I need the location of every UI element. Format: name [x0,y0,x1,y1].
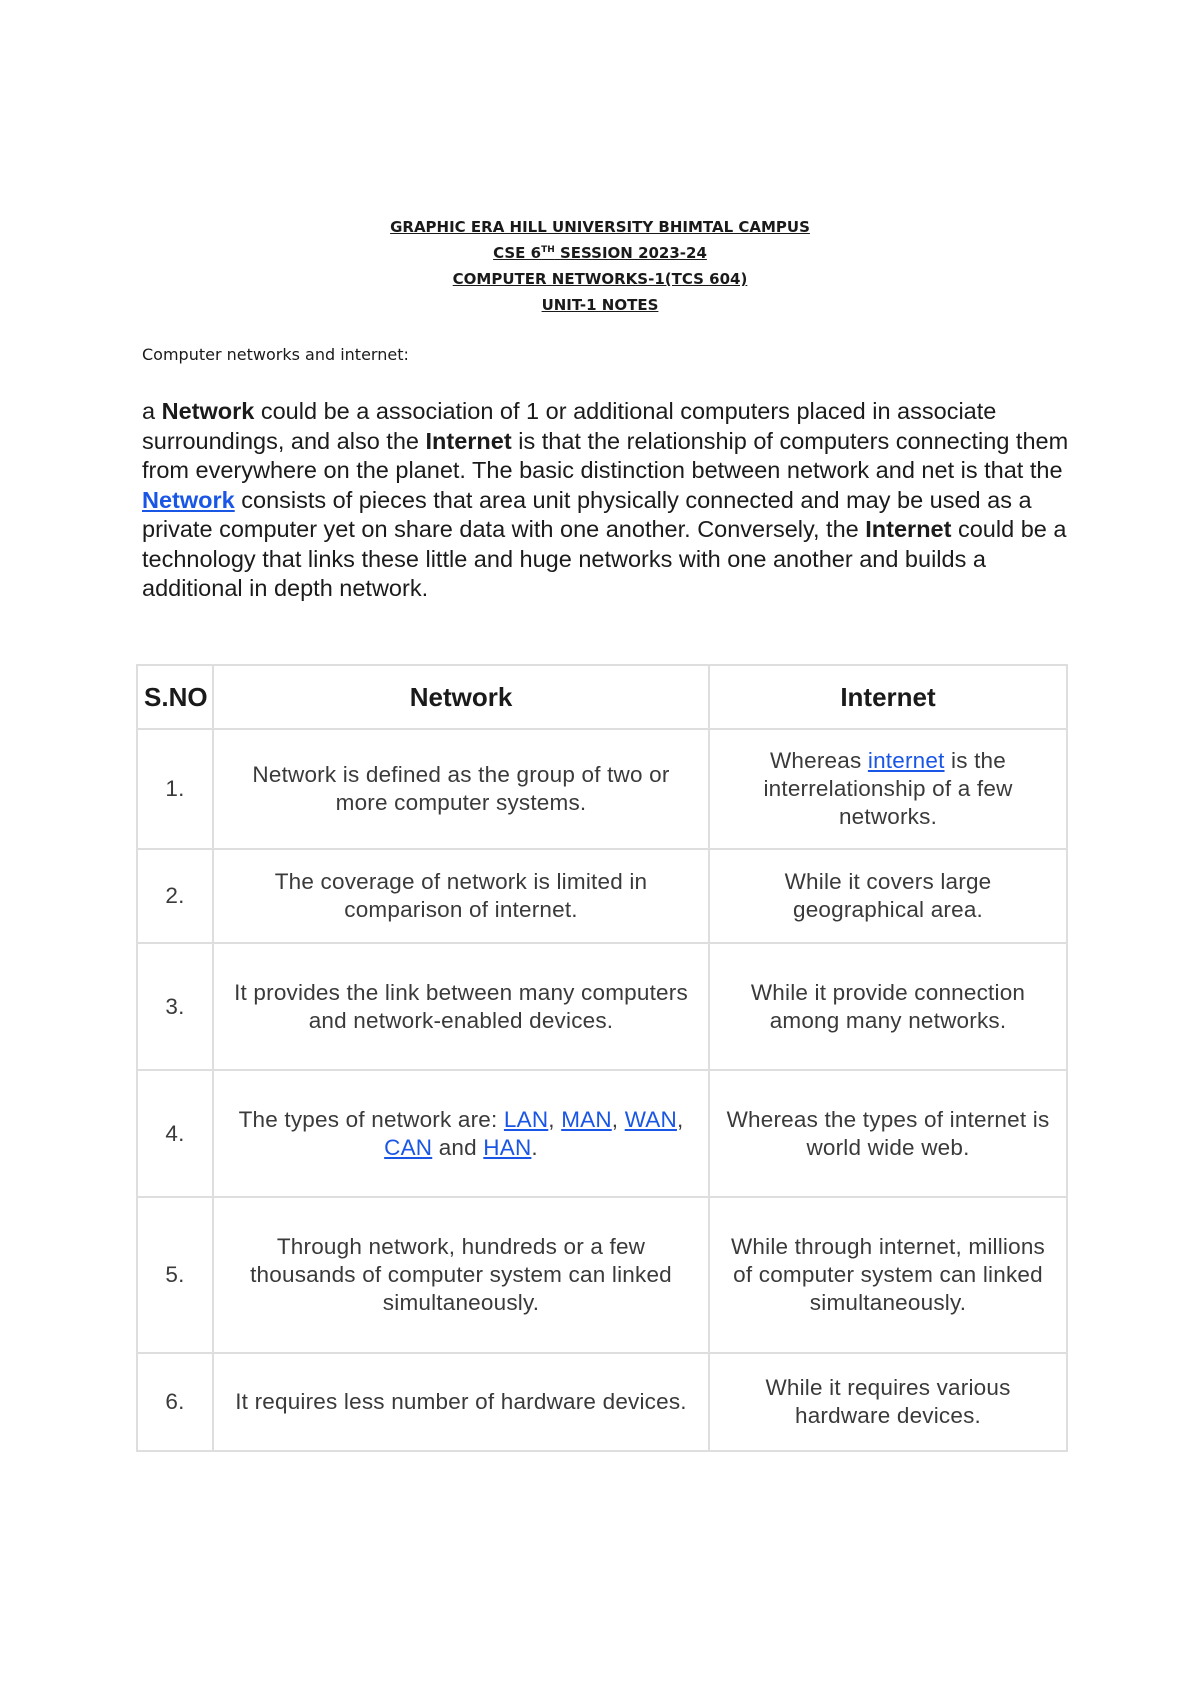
intro-text: is that the relationship of computers connecting them from everywhere on the planet. The basic distinction between network and net is that the [142,427,1069,483]
session-course: CSE 6 [493,244,542,262]
internet-cell: While it covers large geographical area. [709,849,1067,943]
row-number: 3. [137,943,213,1070]
table-row [137,943,1067,1070]
internet-cell: Whereas the types of internet is world wide web. [709,1070,1067,1197]
table-row [137,849,1067,943]
intro-bold-network: Network [161,398,255,424]
table-row [137,1197,1067,1353]
cell-text: The types of network are: [238,1106,504,1132]
intro-paragraph [142,397,1082,604]
header-sno: S.NO [137,665,213,729]
man-link[interactable]: MAN [561,1106,612,1132]
internet-cell [709,729,1067,849]
table-row [137,729,1067,849]
intro-text: a [142,398,162,424]
row-number: 5. [137,1197,213,1353]
can-link[interactable]: CAN [384,1134,433,1160]
internet-link[interactable]: internet [867,748,945,773]
table-row [137,1070,1067,1197]
network-cell: The coverage of network is limited in comparison of internet. [213,849,709,943]
network-cell: It requires less number of hardware devices. [213,1353,709,1451]
table-header-row [137,665,1067,729]
network-cell [213,1070,709,1197]
wan-link[interactable]: WAN [624,1106,677,1132]
section-heading: Computer networks and internet: [142,345,409,364]
session-line [0,240,1200,266]
row-number: 2. [137,849,213,943]
intro-bold-internet: Internet [865,516,952,542]
row-number: 4. [137,1070,213,1197]
row-number: 1. [137,729,213,849]
separator: . [531,1134,538,1160]
separator: and [432,1134,484,1160]
cell-text: is the interrelationship of a few networks. [763,748,1013,829]
cell-text: Whereas [770,748,868,773]
course-title: COMPUTER NETWORKS-1(TCS 604) [452,270,748,288]
unit-title: UNIT-1 NOTES [541,296,659,314]
header-network: Network [213,665,709,729]
session-ordinal: TH [541,245,555,255]
session-year: SESSION 2023-24 [554,244,707,262]
lan-link[interactable]: LAN [503,1106,549,1132]
intro-text: consists of pieces that area unit physically connected and may be used as a private computer yet on share data with one another. Conversely, the [142,486,1032,542]
internet-cell: While it requires various hardware devices. [709,1353,1067,1451]
separator: , [548,1106,562,1132]
han-link[interactable]: HAN [483,1134,532,1160]
table-row [137,1353,1067,1451]
document-header [0,214,1200,318]
network-cell: It provides the link between many computers and network-enabled devices. [213,943,709,1070]
university-title: GRAPHIC ERA HILL UNIVERSITY BHIMTAL CAMPUS [390,218,810,236]
intro-bold-internet: Internet [425,427,512,454]
intro-text: could be a technology that links these little and huge networks with one another and builds a additional in depth network. [142,516,1067,601]
network-cell: Network is defined as the group of two or more computer systems. [213,729,709,849]
internet-cell: While it provide connection among many networks. [709,943,1067,1070]
network-cell: Through network, hundreds or a few thousands of computer system can linked simultaneously. [213,1197,709,1353]
network-link[interactable]: Network [142,486,235,513]
row-number: 6. [137,1353,213,1451]
separator: , [611,1106,625,1132]
separator: , [676,1106,684,1132]
intro-text: could be a association of 1 or additional computers placed in associate surroundings, and also the [142,398,997,454]
internet-cell: While through internet, millions of computer system can linked simultaneously. [709,1197,1067,1353]
header-internet: Internet [709,665,1067,729]
comparison-table [136,664,1068,1452]
